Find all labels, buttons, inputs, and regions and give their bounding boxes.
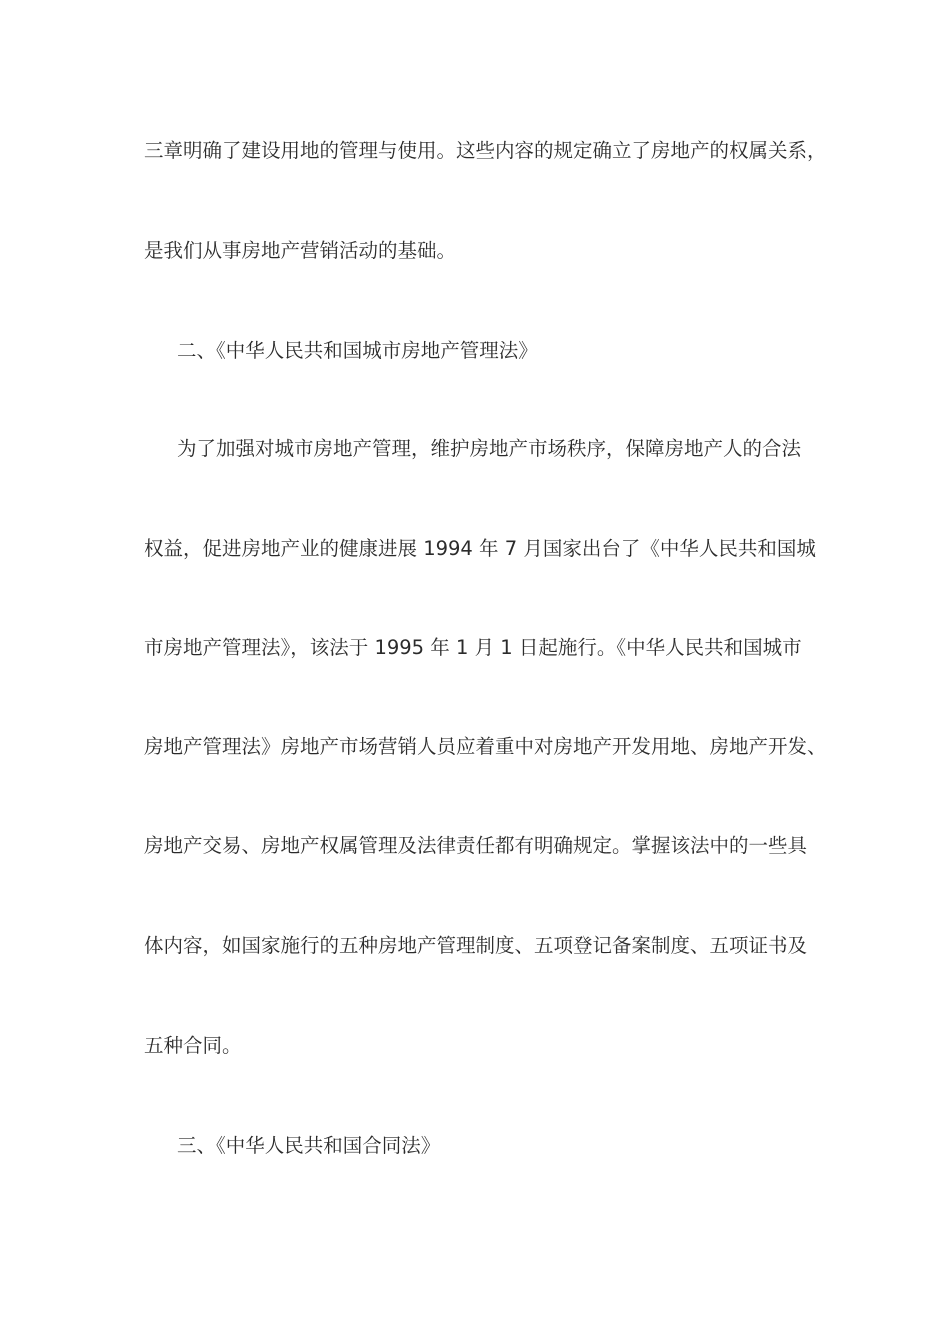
paragraph-line-6: 房地产管理法》房地产市场营销人员应着重中对房地产开发用地、房地产开发、: [144, 735, 827, 758]
paragraph-line-8: 体内容，如国家施行的五种房地产管理制度、五项登记备案制度、五项证书及: [144, 934, 808, 957]
paragraph-line-7: 房地产交易、房地产权属管理及法律责任都有明确规定。掌握该法中的一些具: [144, 834, 808, 857]
section-heading-3: 三、《中华人民共和国合同法》: [177, 1134, 441, 1157]
paragraph-line-3: 为了加强对城市房地产管理，维护房地产市场秩序，保障房地产人的合法: [177, 437, 802, 460]
paragraph-line-1: 三章明确了建设用地的管理与使用。这些内容的规定确立了房地产的权属关系，: [144, 139, 827, 162]
paragraph-line-4: 权益，促进房地产业的健康进展 1994 年 7 月国家出台了《中华人民共和国城: [144, 537, 816, 560]
section-heading-2: 二、《中华人民共和国城市房地产管理法》: [177, 339, 538, 362]
paragraph-line-2: 是我们从事房地产营销活动的基础。: [144, 239, 457, 262]
paragraph-line-5: 市房地产管理法》，该法于 1995 年 1 月 1 日起施行。《中华人民共和国城市: [144, 636, 802, 659]
paragraph-line-9: 五种合同。: [144, 1034, 242, 1057]
